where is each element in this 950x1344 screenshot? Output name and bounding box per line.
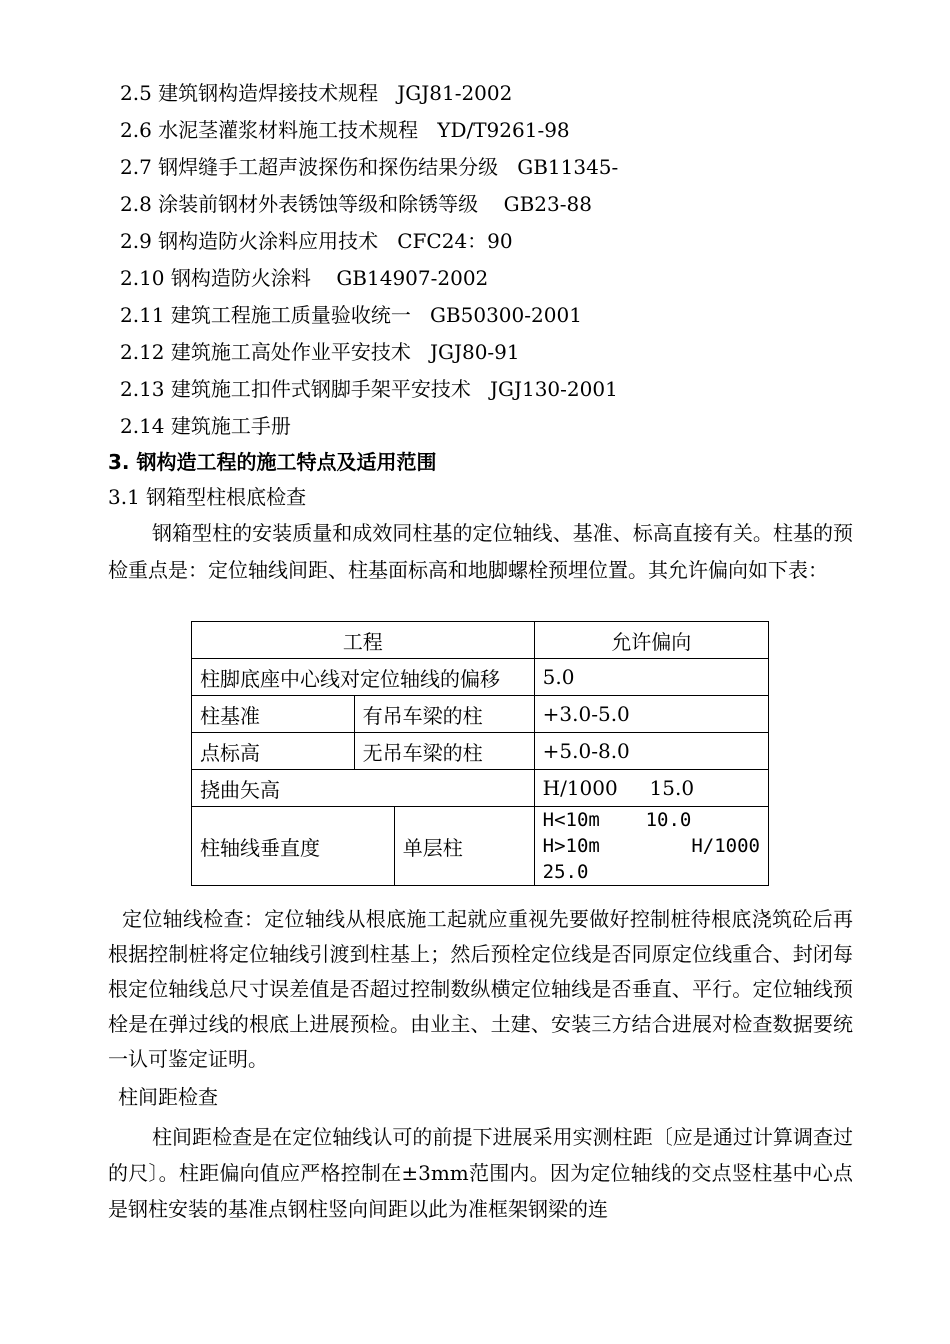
standard-item: 2.11 建筑工程施工质量验收统一 GB50300-2001 bbox=[120, 303, 582, 327]
standard-item: 2.12 建筑施工高处作业平安技术 JGJ80-91 bbox=[120, 340, 520, 364]
table-row bbox=[192, 770, 769, 807]
standard-item: 2.10 钢构造防火涂料 GB14907-2002 bbox=[120, 266, 489, 290]
tolerance-table bbox=[191, 621, 769, 886]
cell-line: 25.0 bbox=[542, 861, 589, 883]
standard-item: 2.6 水泥茎灌浆材料施工技术规程 YD/T9261-98 bbox=[120, 118, 570, 142]
table-cell: 5.0 bbox=[534, 659, 768, 696]
cell-line: H>10m H/1000 bbox=[542, 835, 760, 857]
intro-paragraph: 钢箱型柱的安装质量和成效同柱基的定位轴线、基准、标高直接有关。柱基的预检重点是：定位轴线间距、柱基面标高和地脚螺栓预埋位置。其允许偏向如下表： bbox=[108, 521, 853, 582]
table-cell: H/1000 15.0 bbox=[534, 770, 768, 807]
table-cell: 点标高 bbox=[192, 733, 355, 770]
table-cell: +5.0-8.0 bbox=[534, 733, 768, 770]
standard-item: 2.9 钢构造防火涂料应用技术 CFC24：90 bbox=[120, 229, 513, 253]
standard-item: 2.14 建筑施工手册 bbox=[120, 414, 291, 438]
table-row bbox=[192, 733, 769, 770]
standard-item: 2.5 建筑钢构造焊接技术规程 JGJ81-2002 bbox=[120, 81, 513, 105]
table-cell: 无吊车梁的柱 bbox=[354, 733, 534, 770]
column-spacing-heading: 柱间距检查 bbox=[118, 1085, 218, 1109]
subsection-heading: 3.1 钢箱型柱根底检查 bbox=[108, 485, 307, 509]
column-spacing-paragraph: 柱间距检查是在定位轴线认可的前提下进展采用实测柱距〔应是通过计算调查过的尺〕。柱距偏向值应严格控制在±3mm范围内。因为定位轴线的交点竖柱基中心点是钢柱安装的基准点钢柱竖向间距以此为准框架钢梁的连 bbox=[108, 1125, 853, 1221]
section-heading: 3. 钢构造工程的施工特点及适用范围 bbox=[108, 450, 437, 474]
header-item-cell: 工程 bbox=[192, 622, 535, 659]
table-cell: +3.0-5.0 bbox=[534, 696, 768, 733]
table-cell: 柱轴线垂直度 bbox=[192, 807, 395, 886]
table-header-row bbox=[192, 622, 769, 659]
table-row bbox=[192, 807, 769, 886]
header-tolerance-cell: 允许偏向 bbox=[534, 622, 768, 659]
cell-line: H<10m 10.0 bbox=[542, 809, 692, 831]
standard-item: 2.13 建筑施工扣件式钢脚手架平安技术 JGJ130-2001 bbox=[120, 377, 618, 401]
table-row bbox=[192, 696, 769, 733]
table-cell: 单层柱 bbox=[394, 807, 534, 886]
standard-item: 2.7 钢焊缝手工超声波探伤和探伤结果分级 GB11345- bbox=[120, 155, 619, 179]
table-cell: 挠曲矢高 bbox=[192, 770, 535, 807]
table-cell: 柱基准 bbox=[192, 696, 355, 733]
table-cell: 柱脚底座中心线对定位轴线的偏移 bbox=[192, 659, 535, 696]
table-cell bbox=[534, 807, 768, 886]
standard-item: 2.8 涂装前钢材外表锈蚀等级和除锈等级 GB23-88 bbox=[120, 192, 592, 216]
table-row bbox=[192, 659, 769, 696]
axis-check-paragraph: 定位轴线检查：定位轴线从根底施工起就应重视先要做好控制桩待根底浇筑砼后再根据控制桩将定位轴线引渡到柱基上；然后预栓定位线是否同原定位线重合、封闭每根定位轴线总尺寸误差值是否超过控制数纵横定位轴线是否垂直、平行。定位轴线预栓是在弹过线的根底上进展预检。由业主、土建、安装三方结合进展对检查数据要统一认可鉴定证明。 bbox=[108, 907, 853, 1071]
table-cell: 有吊车梁的柱 bbox=[354, 696, 534, 733]
